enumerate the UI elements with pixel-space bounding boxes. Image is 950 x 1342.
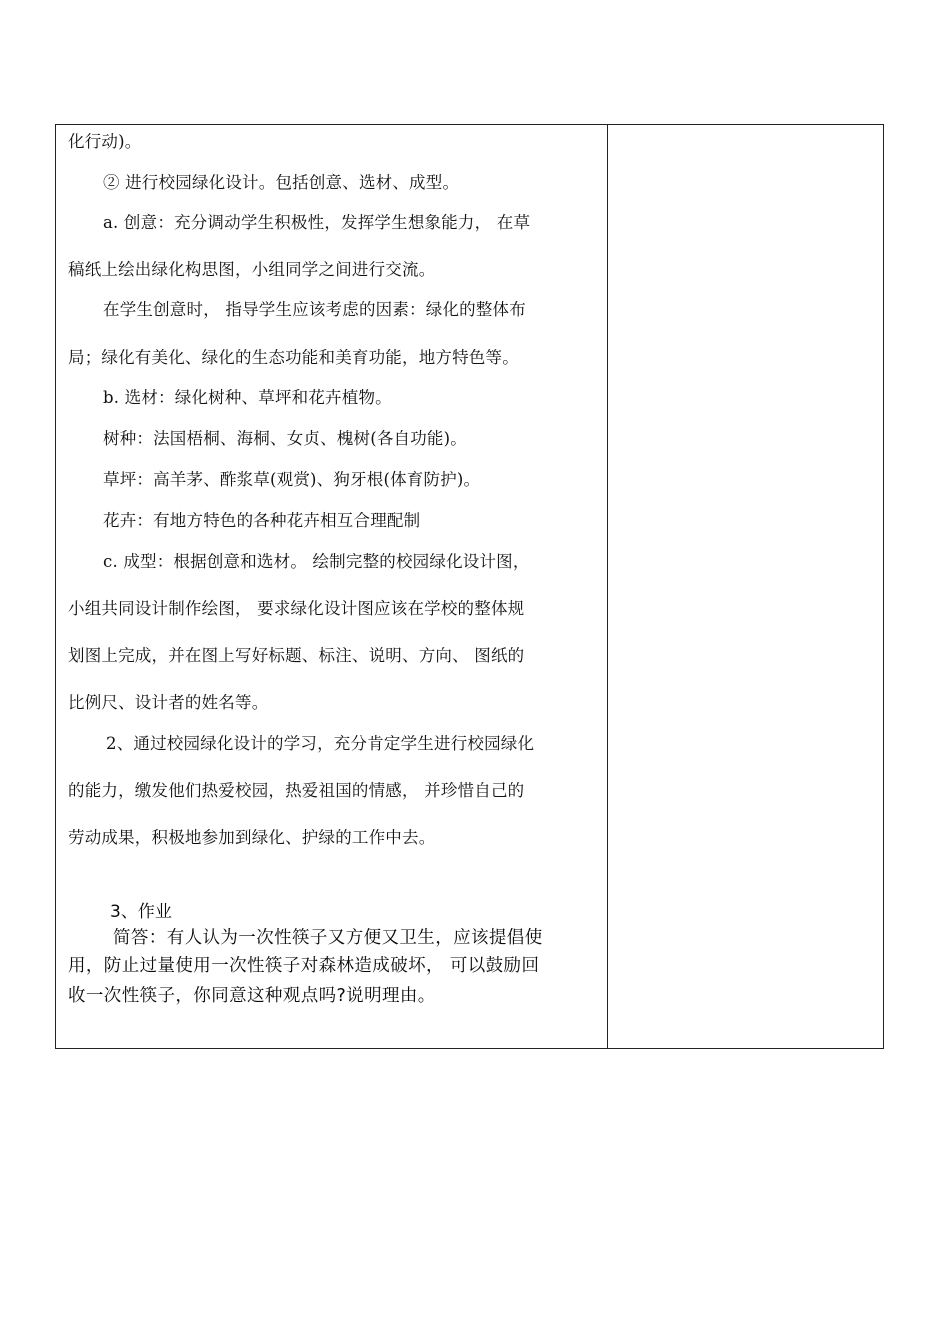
text-line: 比例尺、设计者的姓名等。 bbox=[68, 693, 269, 712]
text-line: b. 选材：绿化树种、草坪和花卉植物。 bbox=[103, 388, 392, 407]
text-line: 劳动成果，积极地参加到绿化、护绿的工作中去。 bbox=[68, 828, 436, 847]
homework-title: 3、作业 bbox=[110, 902, 172, 922]
text-line: 在学生创意时， 指导学生应该考虑的因素：绿化的整体布 bbox=[103, 300, 526, 319]
text-line: ② 进行校园绿化设计。包括创意、选材、成型。 bbox=[103, 173, 460, 192]
document-table bbox=[55, 124, 884, 1049]
text-line: 局；绿化有美化、绿化的生态功能和美育功能，地方特色等。 bbox=[68, 348, 519, 367]
text-line: 稿纸上绘出绿化构思图，小组同学之间进行交流。 bbox=[68, 260, 436, 279]
text-line: 的能力，缴发他们热爱校园，热爱祖国的情感， 并珍惜自己的 bbox=[68, 781, 525, 800]
text-line: 树种：法国梧桐、海桐、女贞、槐树(各自功能)。 bbox=[103, 429, 467, 448]
text-line: c. 成型：根据创意和选材。 绘制完整的校园绿化设计图， bbox=[103, 552, 530, 571]
text-line: 2、通过校园绿化设计的学习，充分肯定学生进行校园绿化 bbox=[106, 734, 535, 753]
text-line: 划图上完成，并在图上写好标题、标注、说明、方向、 图纸的 bbox=[68, 646, 525, 665]
text-line: 小组共同设计制作绘图， 要求绿化设计图应该在学校的整体规 bbox=[68, 599, 525, 618]
text-line bbox=[103, 213, 596, 233]
text-line: 草坪：高羊茅、酢浆草(观赏)、狗牙根(体育防护)。 bbox=[103, 470, 481, 489]
text-line: 花卉：有地方特色的各种花卉相互合理配制 bbox=[103, 511, 421, 530]
homework-line: 用，防止过量使用一次性筷子对森林造成破坏， 可以鼓励回 bbox=[68, 956, 540, 976]
table-cell-content bbox=[56, 125, 607, 1048]
homework-line: 简答：有人认为一次性筷子又方便又卫生，应该提倡使 bbox=[113, 928, 543, 948]
homework-line: 收一次性筷子，你同意这种观点吗?说明理由。 bbox=[68, 986, 436, 1006]
table-cell-notes bbox=[608, 125, 883, 1048]
text-segment: a. 创意：充分调动学生积极性，发挥学生想象能力， 在草 bbox=[103, 213, 531, 232]
text-line: 化行动)。 bbox=[68, 132, 142, 151]
